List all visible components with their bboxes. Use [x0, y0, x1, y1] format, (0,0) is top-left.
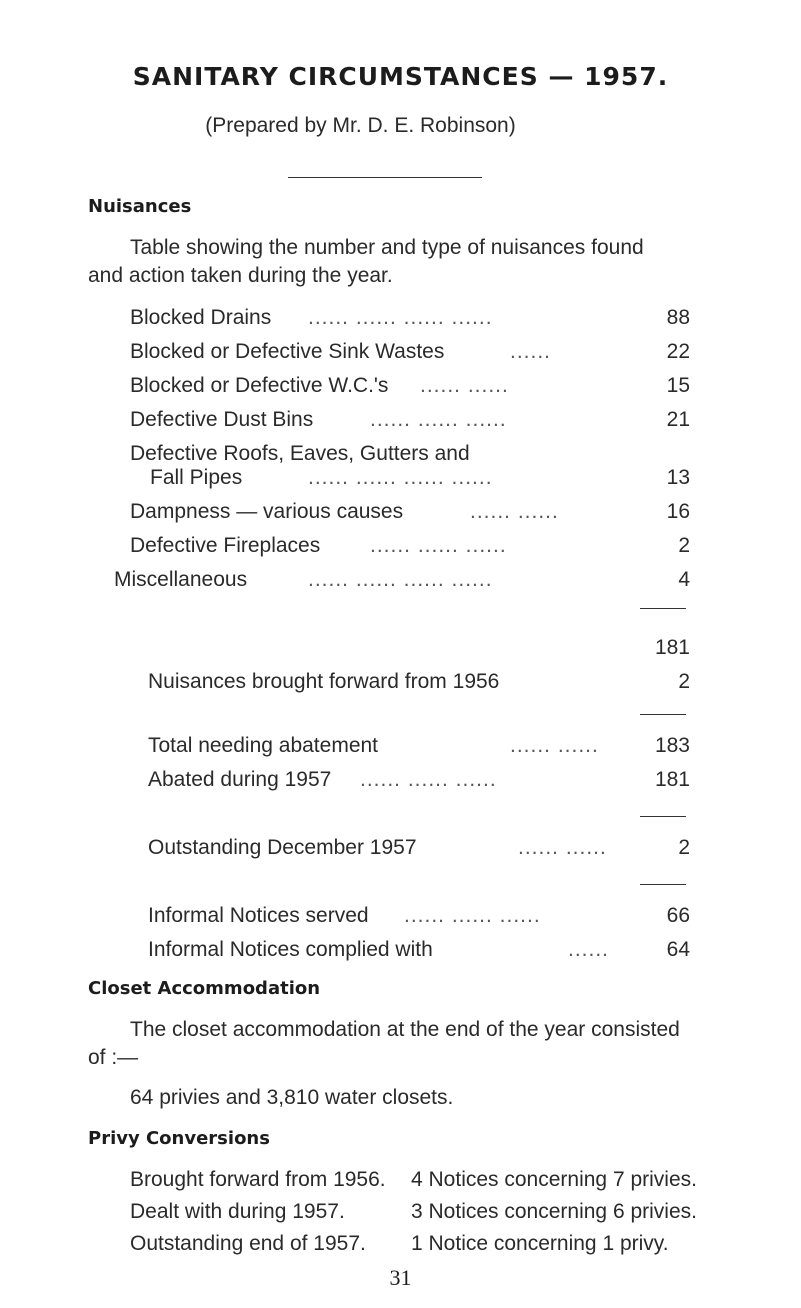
dot-leader: ......: [510, 340, 552, 363]
informal-served-row: [148, 904, 690, 932]
nuisance-row: [130, 408, 690, 436]
nuisance-count: 88: [666, 306, 690, 329]
dot-leader: ...... ...... ......: [370, 408, 507, 431]
title-divider: [288, 177, 482, 178]
nuisance-count: 15: [666, 374, 690, 397]
nuisance-count: 13: [666, 466, 690, 489]
privy-row-left: Outstanding end of 1957.: [130, 1232, 366, 1255]
outstanding-row: [148, 836, 690, 864]
nuisances-intro-line2: and action taken during the year.: [88, 264, 393, 287]
dot-leader: ...... ...... ...... ......: [308, 306, 493, 329]
abated-label: Abated during 1957: [148, 768, 332, 791]
dot-leader: ...... ......: [510, 734, 599, 757]
abated-row: [148, 768, 690, 796]
closet-line2: of :—: [88, 1046, 139, 1069]
dot-leader: ......: [568, 938, 610, 961]
informal-served-label: Informal Notices served: [148, 904, 369, 927]
closet-line3: 64 privies and 3,810 water closets.: [130, 1086, 454, 1109]
dot-leader: ...... ......: [518, 836, 607, 859]
informal-served-value: 66: [666, 904, 690, 927]
subtotal-value: 181: [654, 636, 690, 659]
nuisance-label: Blocked or Defective Sink Wastes: [130, 340, 445, 363]
dot-leader: ...... ...... ...... ......: [308, 466, 493, 489]
nuisance-count: 21: [666, 408, 690, 431]
outstanding-value: 2: [678, 836, 690, 859]
page-title: SANITARY CIRCUMSTANCES — 1957.: [132, 62, 669, 91]
nuisance-label: Blocked Drains: [130, 306, 272, 329]
nuisance-label: Dampness — various causes: [130, 500, 404, 523]
privy-row-right: 1 Notice concerning 1 privy.: [411, 1232, 669, 1255]
brought-forward-row: [148, 670, 690, 698]
nuisance-row: [114, 568, 690, 596]
page-number: 31: [389, 1265, 412, 1290]
total-label: Total needing abatement: [148, 734, 379, 757]
nuisance-label: Miscellaneous: [114, 568, 248, 591]
dot-leader: ...... ......: [470, 500, 559, 523]
informal-complied-row: [148, 938, 690, 966]
privy-row-left: Brought forward from 1956.: [130, 1168, 386, 1191]
abated-value: 181: [654, 768, 690, 791]
nuisance-label: Blocked or Defective W.C.'s: [130, 374, 389, 397]
dot-leader: ...... ...... ......: [360, 768, 497, 791]
sum-rule: [640, 884, 686, 885]
dot-leader: ...... ...... ......: [370, 534, 507, 557]
closet-line1: The closet accommodation at the end of the year consisted: [130, 1018, 680, 1041]
outstanding-label: Outstanding December 1957: [148, 836, 417, 859]
nuisance-row: [130, 306, 690, 334]
nuisance-row: [130, 340, 690, 368]
privy-row-right: 4 Notices concerning 7 privies.: [411, 1168, 697, 1191]
sum-rule: [640, 608, 686, 609]
nuisance-row: [130, 500, 690, 528]
nuisance-label: Defective Dust Bins: [130, 408, 314, 431]
informal-complied-label: Informal Notices complied with: [148, 938, 433, 961]
brought-forward-value: 2: [678, 670, 690, 693]
brought-forward-label: Nuisances brought forward from 1956: [148, 670, 500, 693]
nuisance-row: [130, 374, 690, 402]
nuisance-row: [130, 534, 690, 562]
privy-heading: Privy Conversions: [88, 1128, 270, 1149]
page-subtitle: (Prepared by Mr. D. E. Robinson): [205, 114, 516, 137]
nuisance-label: Defective Roofs, Eaves, Gutters and: [130, 442, 470, 465]
total-value: 183: [654, 734, 690, 757]
privy-row-right: 3 Notices concerning 6 privies.: [411, 1200, 697, 1223]
closet-heading: Closet Accommodation: [88, 978, 321, 999]
dot-leader: ...... ...... ...... ......: [308, 568, 493, 591]
sum-rule: [640, 714, 686, 715]
nuisance-count: 2: [678, 534, 690, 557]
nuisance-row: [130, 466, 690, 494]
total-row: [148, 734, 690, 762]
dot-leader: ...... ......: [420, 374, 509, 397]
privy-row-left: Dealt with during 1957.: [130, 1200, 345, 1223]
sum-rule: [640, 816, 686, 817]
nuisance-label: Fall Pipes: [150, 466, 243, 489]
nuisance-label: Defective Fireplaces: [130, 534, 321, 557]
nuisance-count: 22: [666, 340, 690, 363]
nuisance-count: 4: [678, 568, 690, 591]
nuisance-count: 16: [666, 500, 690, 523]
dot-leader: ...... ...... ......: [404, 904, 541, 927]
nuisances-intro-line1: Table showing the number and type of nuisances found: [130, 236, 644, 259]
nuisances-heading: Nuisances: [88, 196, 192, 217]
informal-complied-value: 64: [666, 938, 690, 961]
